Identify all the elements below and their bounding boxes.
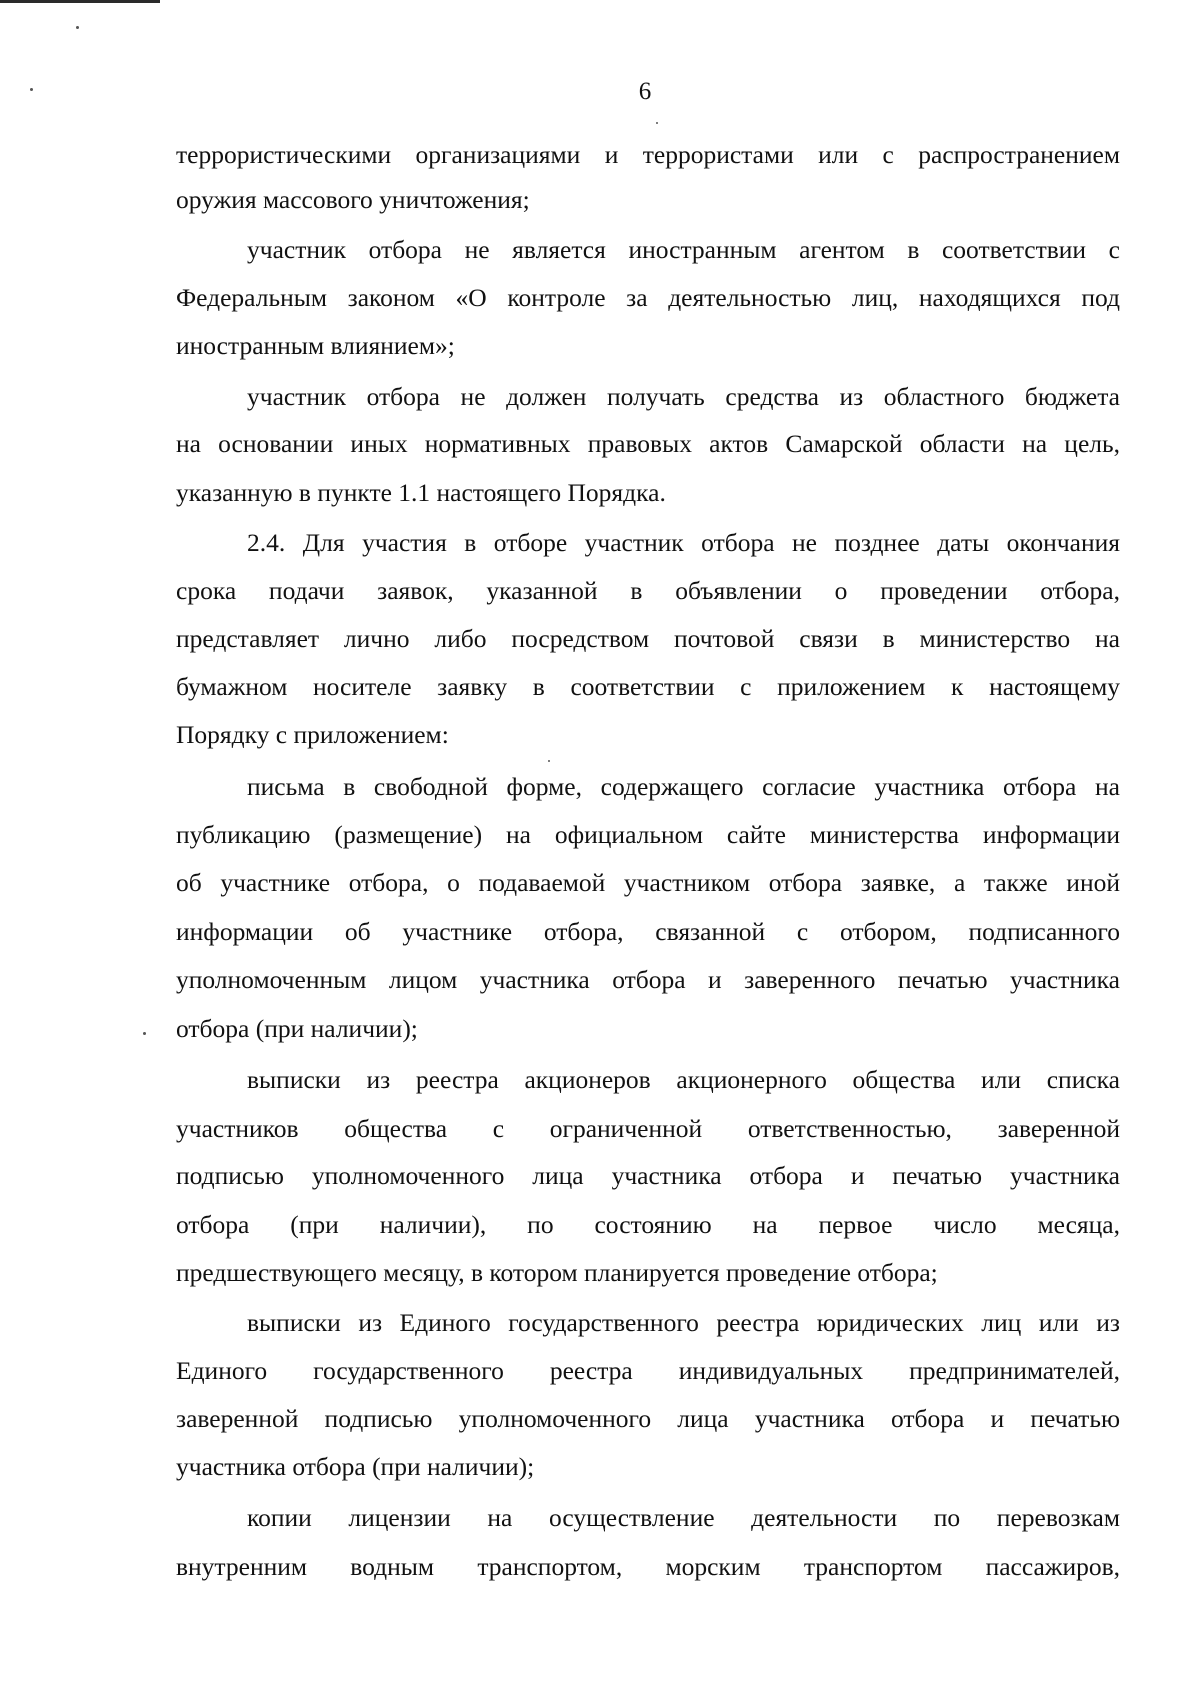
text-line: выписки из Единого государственного реестра юридических лиц или из xyxy=(247,1308,1120,1337)
text-line: участник отбора не является иностранным агентом в соответствии с xyxy=(247,235,1120,264)
text-line: публикацию (размещение) на официальном сайте министерства информации xyxy=(176,820,1120,849)
scan-speck xyxy=(30,88,33,91)
text-line: выписки из реестра акционеров акционерного общества или списка xyxy=(247,1065,1120,1094)
scan-speck xyxy=(548,760,550,762)
text-line: информации об участнике отбора, связанной с отбором, подписанного xyxy=(176,917,1120,946)
text-line: Единого государственного реестра индивидуальных предпринимателей, xyxy=(176,1356,1120,1385)
text-line: отбора (при наличии), по состоянию на первое число месяца, xyxy=(176,1210,1120,1239)
text-line: представляет лично либо посредством почтовой связи в министерство на xyxy=(176,624,1120,653)
text-line: срока подачи заявок, указанной в объявлении о проведении отбора, xyxy=(176,576,1120,605)
text-line: участника отбора (при наличии); xyxy=(176,1452,535,1481)
text-line: указанную в пункте 1.1 настоящего Порядка. xyxy=(176,478,666,507)
text-line: уполномоченным лицом участника отбора и заверенного печатью участника xyxy=(176,965,1120,994)
text-line: предшествующего месяцу, в котором планируется проведение отбора; xyxy=(176,1258,938,1287)
text-line: 2.4. Для участия в отборе участник отбора не позднее даты окончания xyxy=(247,528,1120,557)
text-line: бумажном носителе заявку в соответствии с приложением к настоящему xyxy=(176,672,1120,701)
text-line: оружия массового уничтожения; xyxy=(176,185,530,214)
scan-speck xyxy=(656,122,658,124)
scan-speck xyxy=(76,26,79,29)
text-line: копии лицензии на осуществление деятельности по перевозкам xyxy=(247,1503,1120,1532)
text-line: на основании иных нормативных правовых актов Самарской области на цель, xyxy=(176,429,1120,458)
text-line: подписью уполномоченного лица участника отбора и печатью участника xyxy=(176,1161,1120,1190)
text-line: Порядку с приложением: xyxy=(176,720,449,749)
text-line: иностранным влиянием»; xyxy=(176,331,455,360)
text-line: участник отбора не должен получать средства из областного бюджета xyxy=(247,382,1120,411)
text-line: об участнике отбора, о подаваемой участником отбора заявке, а также иной xyxy=(176,868,1120,897)
text-line: письма в свободной форме, содержащего согласие участника отбора на xyxy=(247,772,1120,801)
text-line: внутренним водным транспортом, морским транспортом пассажиров, xyxy=(176,1552,1120,1581)
text-line: отбора (при наличии); xyxy=(176,1014,418,1043)
scan-speck xyxy=(143,1032,146,1035)
top-edge-rule xyxy=(0,0,160,3)
text-line: Федеральным законом «О контроле за деятельностью лиц, находящихся под xyxy=(176,283,1120,312)
text-line: заверенной подписью уполномоченного лица участника отбора и печатью xyxy=(176,1404,1120,1433)
page-number: 6 xyxy=(638,78,652,105)
text-line: террористическими организациями и террористами или с распространением xyxy=(176,140,1120,169)
text-line: участников общества с ограниченной ответственностью, заверенной xyxy=(176,1114,1120,1143)
